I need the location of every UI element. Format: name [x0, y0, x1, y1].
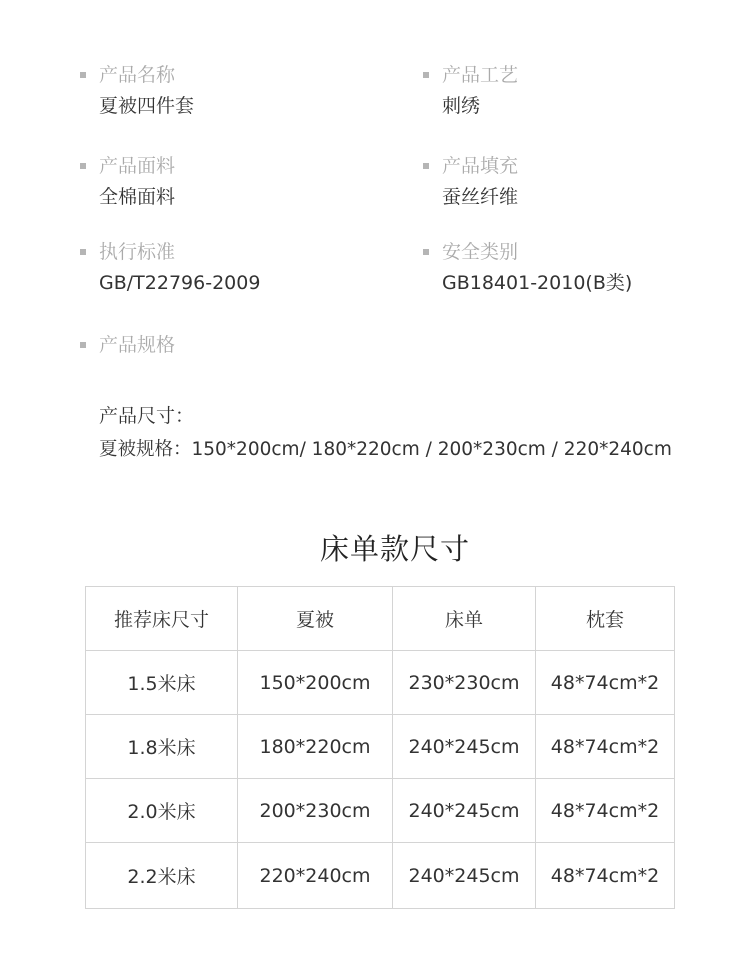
cell-sheet: 240*245cm — [393, 779, 536, 843]
bullet-icon — [80, 249, 86, 255]
spec-label: 执行标准 — [99, 241, 176, 263]
bullet-icon — [80, 72, 86, 78]
cell-quilt: 150*200cm — [238, 651, 393, 715]
spec-label: 安全类别 — [442, 241, 519, 263]
table-row — [86, 843, 675, 909]
cell-quilt: 180*220cm — [238, 715, 393, 779]
spec-item-name — [99, 64, 194, 117]
cell-pillowcase: 48*74cm*2 — [536, 715, 675, 779]
size-detail: 夏被规格：150*200cm/ 180*220cm / 200*230cm / 220*240cm — [99, 439, 672, 460]
cell-sheet: 240*245cm — [393, 715, 536, 779]
bullet-icon — [423, 163, 429, 169]
cell-pillowcase: 48*74cm*2 — [536, 651, 675, 715]
table-row — [86, 779, 675, 843]
bullet-icon — [423, 249, 429, 255]
table-row — [86, 715, 675, 779]
cell-sheet: 240*245cm — [393, 843, 536, 909]
spec-item-safety — [442, 241, 632, 294]
cell-bed-size: 2.2米床 — [86, 843, 238, 909]
table-header-row — [86, 587, 675, 651]
bullet-icon — [423, 72, 429, 78]
spec-item-standard — [99, 241, 260, 294]
cell-pillowcase: 48*74cm*2 — [536, 779, 675, 843]
spec-item-filling — [442, 155, 518, 208]
spec-value: GB/T22796-2009 — [99, 272, 261, 294]
spec-value: 蚕丝纤维 — [442, 186, 519, 208]
spec-value: GB18401-2010(B类) — [442, 272, 633, 294]
table-title: 床单款尺寸 — [319, 532, 470, 566]
bullet-icon — [80, 163, 86, 169]
header-bed-size: 推荐床尺寸 — [86, 587, 238, 651]
spec-value: 全棉面料 — [99, 186, 176, 208]
spec-label: 产品填充 — [442, 155, 519, 177]
spec-item-fabric — [99, 155, 175, 208]
size-info — [99, 404, 672, 462]
cell-sheet: 230*230cm — [393, 651, 536, 715]
spec-item-size — [99, 334, 175, 356]
table-row — [86, 651, 675, 715]
header-sheet: 床单 — [393, 587, 536, 651]
size-heading: 产品尺寸： — [99, 405, 195, 427]
cell-bed-size: 1.5米床 — [86, 651, 238, 715]
spec-label: 产品工艺 — [442, 64, 519, 86]
spec-value: 夏被四件套 — [99, 95, 195, 117]
header-pillowcase: 枕套 — [536, 587, 675, 651]
spec-label: 产品面料 — [99, 155, 176, 177]
cell-bed-size: 1.8米床 — [86, 715, 238, 779]
spec-value: 刺绣 — [442, 95, 481, 117]
spec-item-craft — [442, 64, 518, 117]
header-quilt: 夏被 — [238, 587, 393, 651]
cell-quilt: 220*240cm — [238, 843, 393, 909]
size-table — [85, 586, 675, 909]
bullet-icon — [80, 342, 86, 348]
cell-bed-size: 2.0米床 — [86, 779, 238, 843]
cell-quilt: 200*230cm — [238, 779, 393, 843]
spec-label: 产品规格 — [99, 334, 176, 356]
cell-pillowcase: 48*74cm*2 — [536, 843, 675, 909]
spec-label: 产品名称 — [99, 64, 176, 86]
